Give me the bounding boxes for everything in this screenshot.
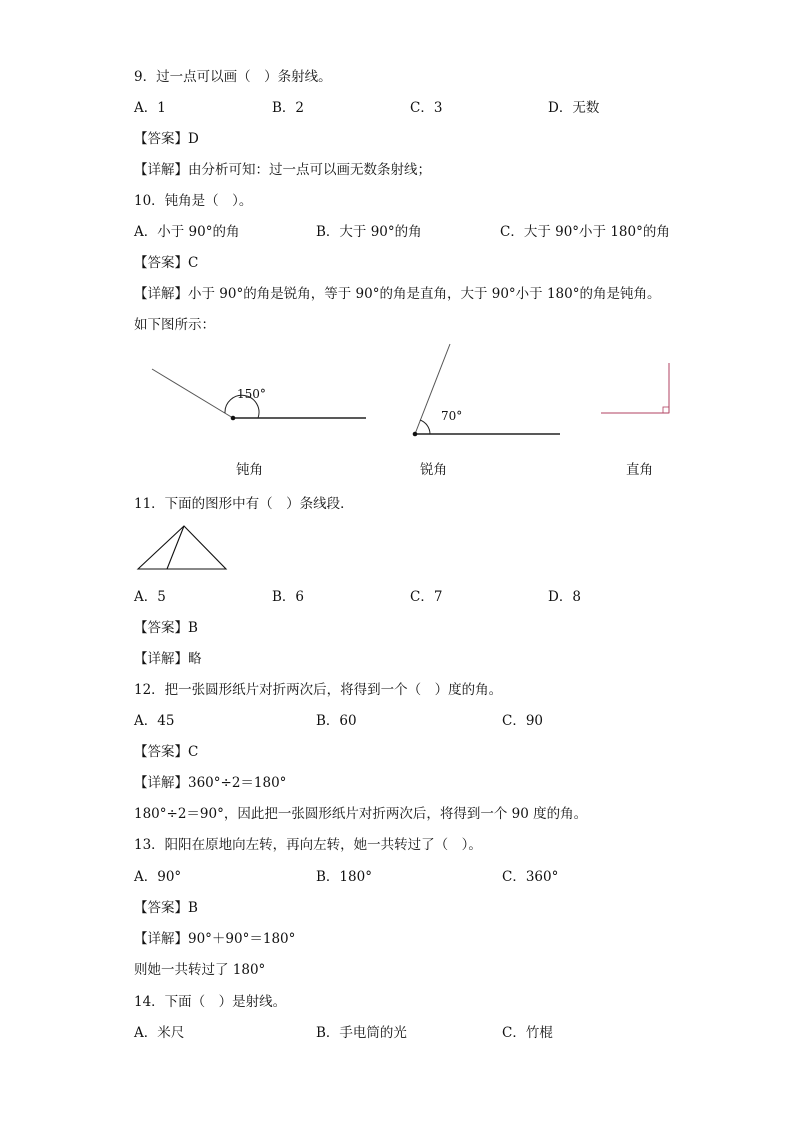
q14-option-b: B．手电筒的光	[316, 1025, 407, 1041]
q13-detail-2: 则她一共转过了 180°	[134, 962, 266, 978]
q9-option-a: A．1	[134, 100, 166, 116]
right-angle	[601, 363, 669, 413]
q12-option-a: A．45	[134, 713, 175, 729]
q12-answer: 【答案】C	[134, 744, 199, 760]
q13-option-b: B．180°	[316, 869, 372, 885]
q13-answer: 【答案】B	[134, 900, 198, 916]
q10-option-b: B．大于 90°的角	[316, 224, 422, 240]
q14-option-a: A．米尺	[134, 1025, 185, 1041]
q9-answer: 【答案】D	[134, 131, 199, 147]
acute-angle-caption: 锐角	[420, 462, 447, 478]
q12-stem: 12．把一张圆形纸片对折两次后，将得到一个（ ）度的角。	[134, 682, 503, 698]
q9-detail: 【详解】由分析可知：过一点可以画无数条射线；	[134, 162, 431, 178]
q13-option-c: C．360°	[502, 869, 559, 885]
q12-detail-2: 180°÷2＝90°，因此把一张圆形纸片对折两次后，将得到一个 90 度的角。	[134, 806, 588, 822]
angle-figure	[0, 338, 794, 458]
q9-option-b: B．2	[272, 100, 305, 116]
q10-stem: 10．钝角是（ ）。	[134, 193, 253, 209]
q10-option-c: C．大于 90°小于 180°的角	[500, 224, 670, 240]
q9-stem: 9．过一点可以画（ ）条射线。	[134, 69, 332, 85]
right-angle-caption: 直角	[626, 462, 653, 478]
q14-option-c: C．竹棍	[502, 1025, 553, 1041]
obtuse-angle-caption: 钝角	[236, 462, 263, 478]
q11-option-d: D．8	[548, 589, 581, 605]
acute-angle-label: 70°	[441, 409, 463, 423]
q10-figure-intro: 如下图所示：	[134, 317, 215, 333]
q12-option-b: B．60	[316, 713, 357, 729]
q12-option-c: C．90	[502, 713, 544, 729]
q11-detail: 【详解】略	[134, 651, 202, 667]
q10-option-a: A．小于 90°的角	[134, 224, 240, 240]
triangle-figure	[134, 522, 234, 572]
q9-option-d: D．无数	[548, 100, 600, 116]
q11-option-b: B．6	[272, 589, 305, 605]
q12-detail-1: 【详解】360°÷2＝180°	[134, 775, 287, 791]
q13-detail-1: 【详解】90°＋90°＝180°	[134, 931, 296, 947]
q10-answer: 【答案】C	[134, 255, 199, 271]
q13-stem: 13．阳阳在原地向左转，再向左转，她一共转过了（ ）。	[134, 837, 482, 853]
obtuse-angle	[152, 369, 366, 420]
acute-angle	[413, 344, 560, 436]
q11-stem: 11．下面的图形中有（ ）条线段．	[134, 496, 354, 512]
q11-answer: 【答案】B	[134, 620, 198, 636]
q10-detail: 【详解】小于 90°的角是锐角，等于 90°的角是直角，大于 90°小于 180°的角是钝角。	[134, 286, 661, 302]
q13-option-a: A．90°	[134, 869, 182, 885]
obtuse-angle-label: 150°	[237, 387, 266, 401]
q11-option-a: A．5	[134, 589, 166, 605]
q14-stem: 14．下面（ ）是射线。	[134, 994, 287, 1010]
q11-option-c: C．7	[410, 589, 443, 605]
q9-option-c: C．3	[410, 100, 443, 116]
